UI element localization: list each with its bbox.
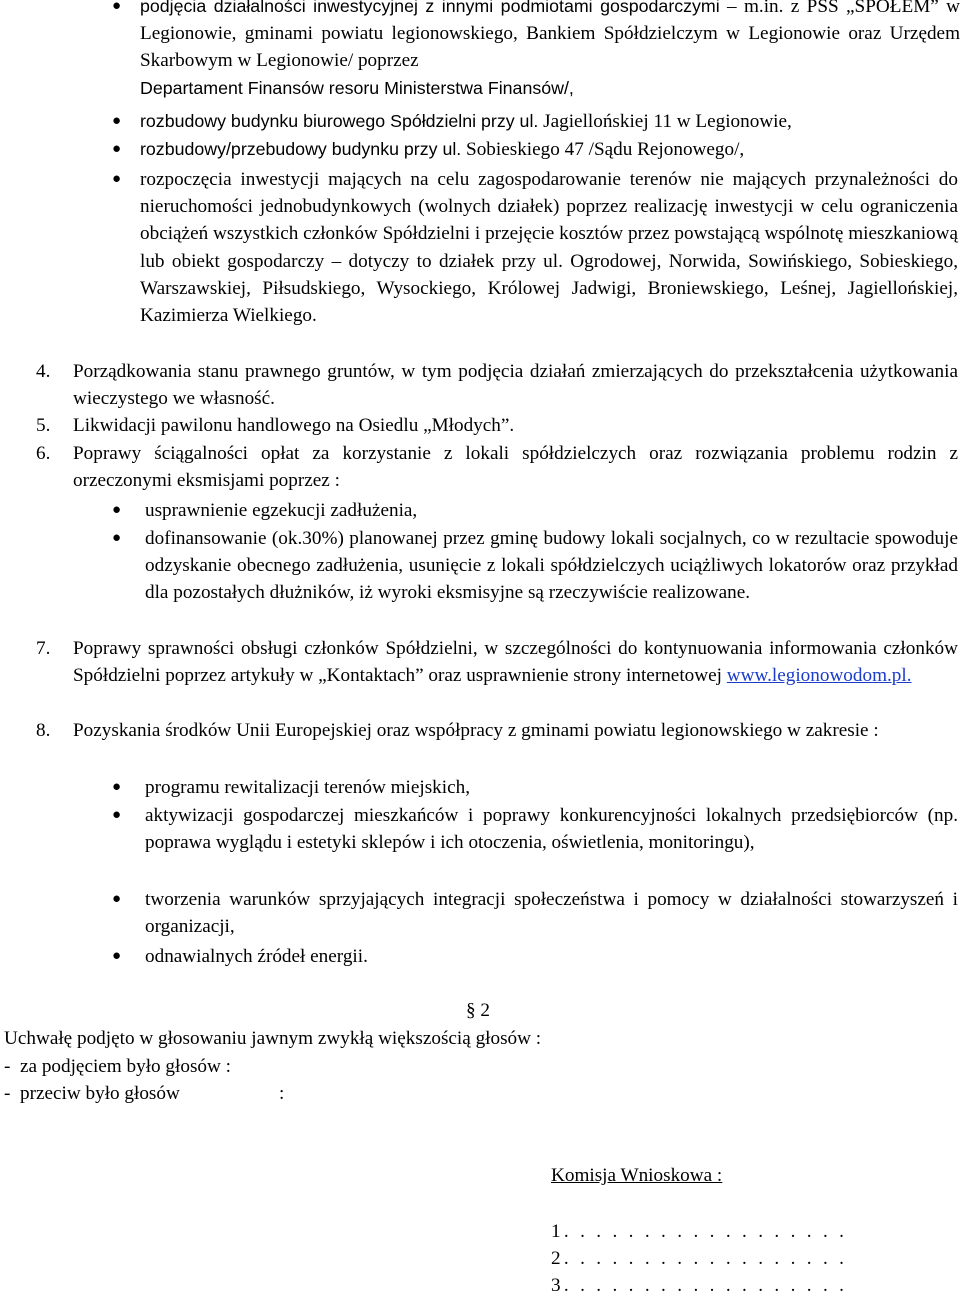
sub-item: odnawialnych źródeł energii. xyxy=(145,946,368,967)
section-heading: § 2 xyxy=(466,1000,490,1021)
bullet-icon: ● xyxy=(112,0,122,14)
commission-title: Komisja Wnioskowa : xyxy=(551,1165,723,1186)
item-text: Pozyskania środków Unii Europejskiej oraz współpracy z gminami powiatu legionowskiego w zakresie : xyxy=(73,720,879,741)
bullet-icon: ● xyxy=(112,948,122,964)
sub-item: aktywizacji gospodarczej mieszkańców i poprawy konkurencyjności lokalnych przedsiębiorców (np. poprawa wyglądu i estetyki sklepów i ich otoczenia, oświetlenia, monitoringu), xyxy=(145,805,958,854)
website-link[interactable]: www.legionowodom.pl. xyxy=(726,665,912,687)
bullet-icon: ● xyxy=(112,807,122,823)
vote-for: - za podjęciem było głosów : xyxy=(4,1056,231,1077)
list-item: rozpoczęcia inwestycji mających na celu zagospodarowanie terenów nie mających przynależności do nieruchomości jednobudynkowych (wolnych działek) poprzez realizację inwestycji w celu ograniczenia obciążeń wszystkich członków Spółdzielni i przejęcie kosztów przez powstającą wspólnotę mieszkaniową lub obiekt gospodarczy – dotyczy to działek przy ul. Ogrodowej, Norwida, Sowińskiego, Sobieskiego, Warszawskiej, Piłsudskiego, Wysockiego, Królowej Jadwigi, Broniewskiego, Leśnej, Jagiellońskiej, Kazimierza Wielkiego. xyxy=(140,169,958,327)
list-item: podjęcia działalności inwestycyjnej z innymi podmiotami gospodarczymi – m.in. z PSS „SPOŁEM” w Legionowie, gminami powiatu legionowskiego, Bankiem Spółdzielczym w Legionowie oraz Urzędem Skarbowym w Legionowie/ poprzez Departament Finansów resoru Ministerstwa Finansów/, xyxy=(140,0,960,98)
item-number: 7. xyxy=(36,638,51,659)
item-text: Poprawy sprawności obsługi członków Spółdzielni, w szczególności do kontynuowania informowania członków Spółdzielni poprzez artykuły w „Kontaktach” oraz usprawnienie strony internetowej www.legionowodom.pl. xyxy=(73,638,958,687)
bullet-icon: ● xyxy=(112,141,122,157)
signature-line: 3. . . . . . . . . . . . . . . . . . xyxy=(551,1275,848,1296)
item-number: 5. xyxy=(36,415,51,436)
item-number: 8. xyxy=(36,720,51,741)
bullet-icon: ● xyxy=(112,171,122,187)
list-item: rozbudowy budynku biurowego Spółdzielni przy ul. Jagiellońskiej 11 w Legionowie, xyxy=(140,111,792,132)
item-number: 4. xyxy=(36,361,51,382)
item-text: Likwidacji pawilonu handlowego na Osiedlu „Młodych”. xyxy=(73,415,515,436)
list-item: rozbudowy/przebudowy budynku przy ul. Sobieskiego 47 /Sądu Rejonowego/, xyxy=(140,139,745,160)
item-text: Porządkowania stanu prawnego gruntów, w tym podjęcia działań zmierzających do przekształcenia użytkowania wieczystego we własność. xyxy=(73,361,958,410)
bullet-icon: ● xyxy=(112,891,122,907)
signature-line: 2. . . . . . . . . . . . . . . . . . xyxy=(551,1248,848,1269)
sub-item: programu rewitalizacji terenów miejskich, xyxy=(145,777,470,798)
item-text: Poprawy ściągalności opłat za korzystanie z lokali spółdzielczych oraz rozwiązania problemu rodzin z orzeczonymi eksmisjami poprzez : xyxy=(73,443,958,492)
vote-against-colon: : xyxy=(279,1083,285,1104)
vote-against-label: - przeciw było głosów xyxy=(4,1083,180,1104)
sub-item: dofinansowanie (ok.30%) planowanej przez gminę budowy lokali socjalnych, co w rezultacie spowoduje odzyskanie obecnego zadłużenia, usunięcie z lokali spółdzielczych uciążliwych lokatorów oraz przykład dla pozostałych dłużników, iż wyroki eksmisyjne są rzeczywiście realizowane. xyxy=(145,528,958,604)
resolution-text: Uchwałę podjęto w głosowaniu jawnym zwykłą większością głosów : xyxy=(4,1028,542,1049)
sub-item: usprawnienie egzekucji zadłużenia, xyxy=(145,500,418,521)
item-number: 6. xyxy=(36,443,51,464)
bullet-icon: ● xyxy=(112,530,122,546)
bullet-icon: ● xyxy=(112,502,122,518)
signature-line: 1. . . . . . . . . . . . . . . . . . xyxy=(551,1221,848,1242)
bullet-icon: ● xyxy=(112,113,122,129)
bullet-icon: ● xyxy=(112,779,122,795)
sub-item: tworzenia warunków sprzyjających integracji społeczeństwa i pomocy w działalności stowarzyszeń i organizacji, xyxy=(145,889,958,938)
